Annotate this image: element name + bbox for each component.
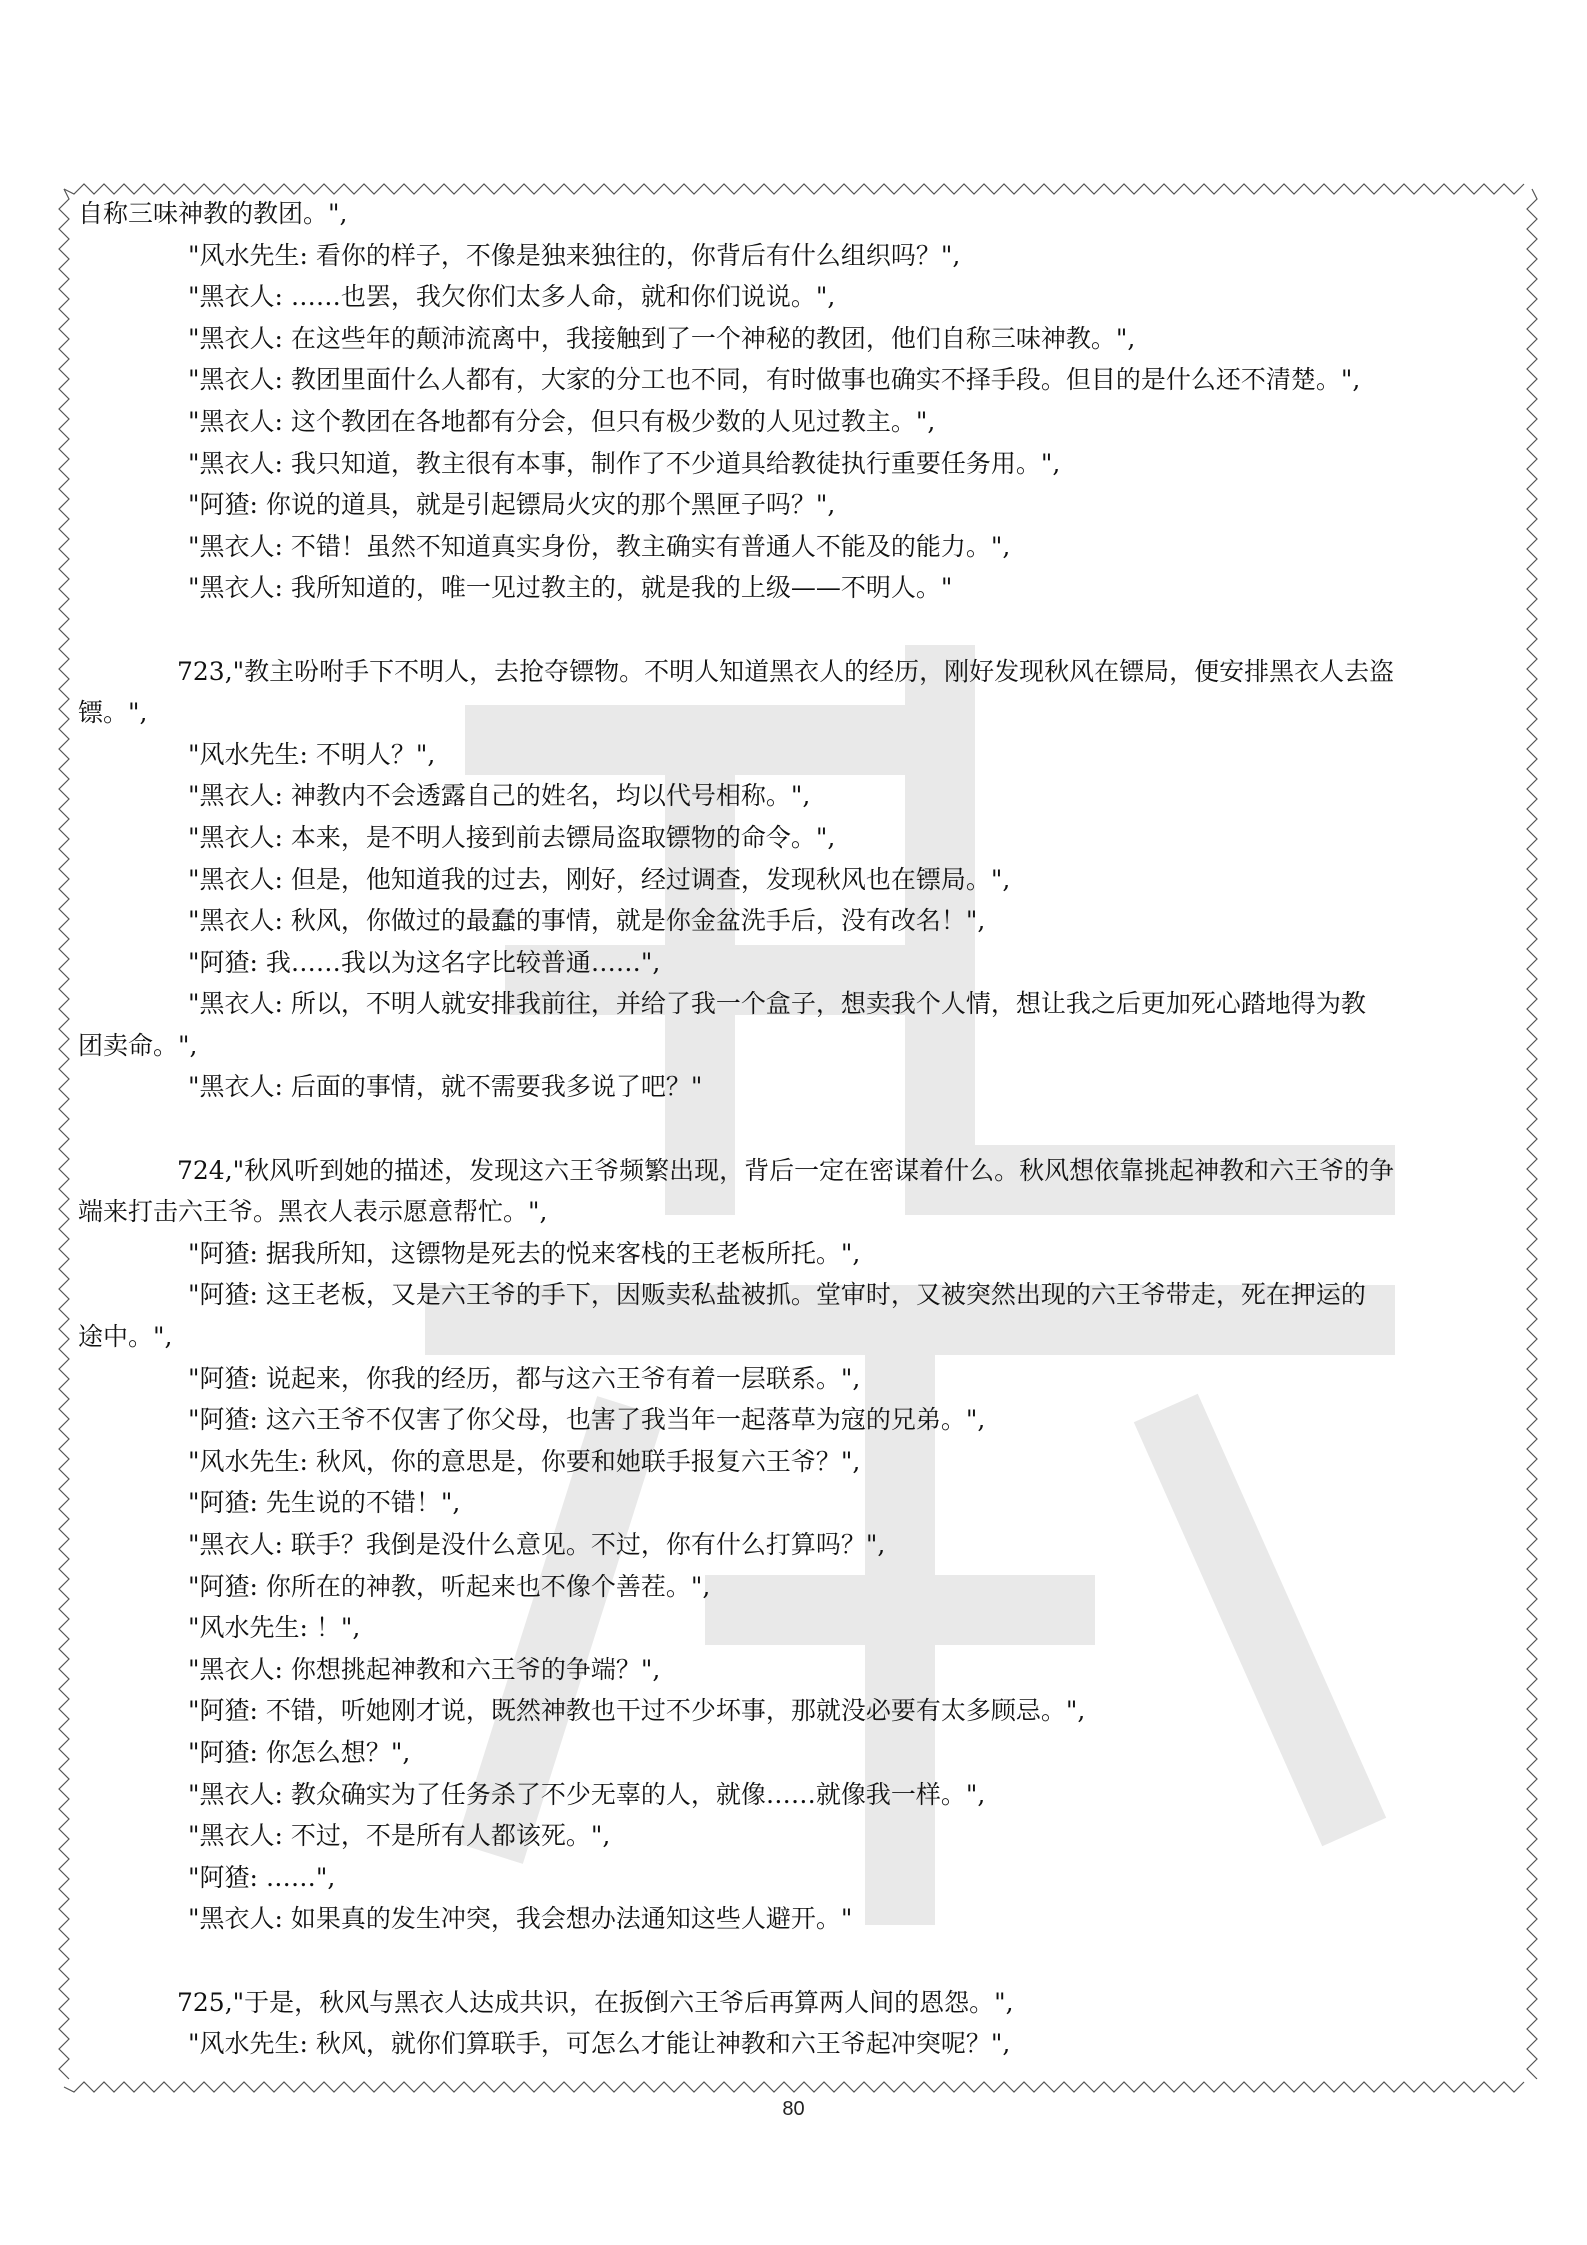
dialogue-line: "风水先生: 不明人？",: [188, 739, 436, 769]
continuation-line: 自称三味神教的教团。",: [78, 199, 348, 228]
page-number: 80: [782, 2098, 805, 2120]
dialogue-line: "黑衣人: 你想挑起神教和六王爷的争端？",: [188, 1654, 661, 1684]
dialogue-line: "黑衣人: 这个教团在各地都有分会，但只有极少数的人见过教主。",: [188, 406, 936, 436]
dialogue-line: "黑衣人: 教团里面什么人都有，大家的分工也不同，有时做事也确实不择手段。但目的是什么还不清楚。",: [188, 365, 1361, 395]
continuation-line: 团卖命。",: [78, 1030, 198, 1060]
dialogue-line: "黑衣人: ……也罢，我欠你们太多人命，就和你们说说。",: [188, 282, 836, 312]
blank-line: [78, 1940, 1522, 1982]
dialogue-line: "黑衣人: 本来，是不明人接到前去镖局盗取镖物的命令。",: [188, 822, 836, 852]
dialogue-line: "黑衣人: 联手？我倒是没什么意见。不过，你有什么打算吗？",: [188, 1530, 886, 1559]
dialogue-line: "阿猹: 据我所知，这镖物是死去的悦来客栈的王老板所托。",: [188, 1238, 861, 1268]
dialogue-line: "黑衣人: 不错！虽然不知道真实身份，教主确实有普通人不能及的能力。",: [188, 531, 1011, 561]
dialogue-line: "风水先生: 看你的样子，不像是独来独往的，你背后有什么组织吗？",: [188, 240, 961, 270]
dialogue-line: "阿猹: 这王老板，又是六王爷的手下，因贩卖私盐被抓。堂审时，又被突然出现的六王爷带走，死在押运的: [188, 1280, 1366, 1310]
dialogue-line: "黑衣人: 秋风，你做过的最蠢的事情，就是你金盆洗手后，没有改名！",: [188, 906, 986, 936]
dialogue-line: "风水先生: ！",: [188, 1613, 361, 1643]
dialogue-line: "黑衣人: 在这些年的颠沛流离中，我接触到了一个神秘的教团，他们自称三味神教。",: [188, 323, 1136, 353]
dialogue-line: "阿猹: ……",: [188, 1862, 336, 1892]
continuation-line: 端来打击六王爷。黑衣人表示愿意帮忙。",: [78, 1197, 548, 1227]
continuation-line: 镖。",: [78, 698, 148, 728]
dialogue-line: "风水先生: 秋风，你的意思是，你要和她联手报复六王爷？",: [188, 1446, 861, 1476]
dialogue-line: "黑衣人: 我所知道的，唯一见过教主的，就是我的上级——不明人。": [188, 573, 953, 603]
dialogue-line: "黑衣人: 教众确实为了任务杀了不少无辜的人，就像……就像我一样。",: [188, 1779, 986, 1809]
continuation-line: 途中。",: [78, 1322, 173, 1352]
document-body: [78, 193, 1522, 2065]
dialogue-line: "黑衣人: 但是，他知道我的过去，刚好，经过调查，发现秋风也在镖局。",: [188, 864, 1011, 894]
dialogue-line: "阿猹: 先生说的不错！",: [188, 1488, 461, 1518]
paragraph-line: 723,"教主吩咐手下不明人，去抢夺镖物。不明人知道黑衣人的经历，刚好发现秋风在镖局，便安排黑衣人去盗: [177, 656, 1395, 686]
dialogue-line: "黑衣人: 不过，不是所有人都该死。",: [188, 1821, 611, 1851]
dialogue-line: "阿猹: 你说的道具，就是引起镖局火灾的那个黑匣子吗？",: [188, 490, 836, 520]
dialogue-line: "黑衣人: 我只知道，教主很有本事，制作了不少道具给教徒执行重要任务用。",: [188, 448, 1061, 478]
dialogue-line: "黑衣人: 神教内不会透露自己的姓名，均以代号相称。",: [188, 781, 811, 811]
dialogue-line: "黑衣人: 所以，不明人就安排我前往，并给了我一个盒子，想卖我个人情，想让我之后更加死心踏地得为教: [188, 989, 1366, 1019]
blank-line: [78, 1108, 1522, 1150]
dialogue-line: "黑衣人: 后面的事情，就不需要我多说了吧？": [188, 1072, 703, 1102]
paragraph-line: 724,"秋风听到她的描述，发现这六王爷频繁出现，背后一定在密谋着什么。秋风想依靠挑起神教和六王爷的争: [177, 1155, 1395, 1185]
paragraph-line: 725,"于是，秋风与黑衣人达成共识，在扳倒六王爷后再算两人间的恩怨。",: [177, 1987, 1014, 2017]
dialogue-line: "阿猹: 不错，听她刚才说，既然神教也干过不少坏事，那就没必要有太多顾忌。",: [188, 1696, 1086, 1726]
dialogue-line: "风水先生: 秋风，就你们算联手，可怎么才能让神教和六王爷起冲突呢？",: [188, 2029, 1011, 2059]
blank-line: [78, 609, 1522, 651]
dialogue-line: "阿猹: 说起来，你我的经历，都与这六王爷有着一层联系。",: [188, 1363, 861, 1393]
dialogue-line: "阿猹: 这六王爷不仅害了你父母，也害了我当年一起落草为寇的兄弟。",: [188, 1405, 986, 1435]
dialogue-line: "黑衣人: 如果真的发生冲突，我会想办法通知这些人避开。": [188, 1904, 853, 1934]
dialogue-line: "阿猹: 你怎么想？",: [188, 1737, 411, 1767]
dialogue-line: "阿猹: 我……我以为这名字比较普通……",: [188, 947, 661, 977]
dialogue-line: "阿猹: 你所在的神教，听起来也不像个善茬。",: [188, 1571, 711, 1601]
